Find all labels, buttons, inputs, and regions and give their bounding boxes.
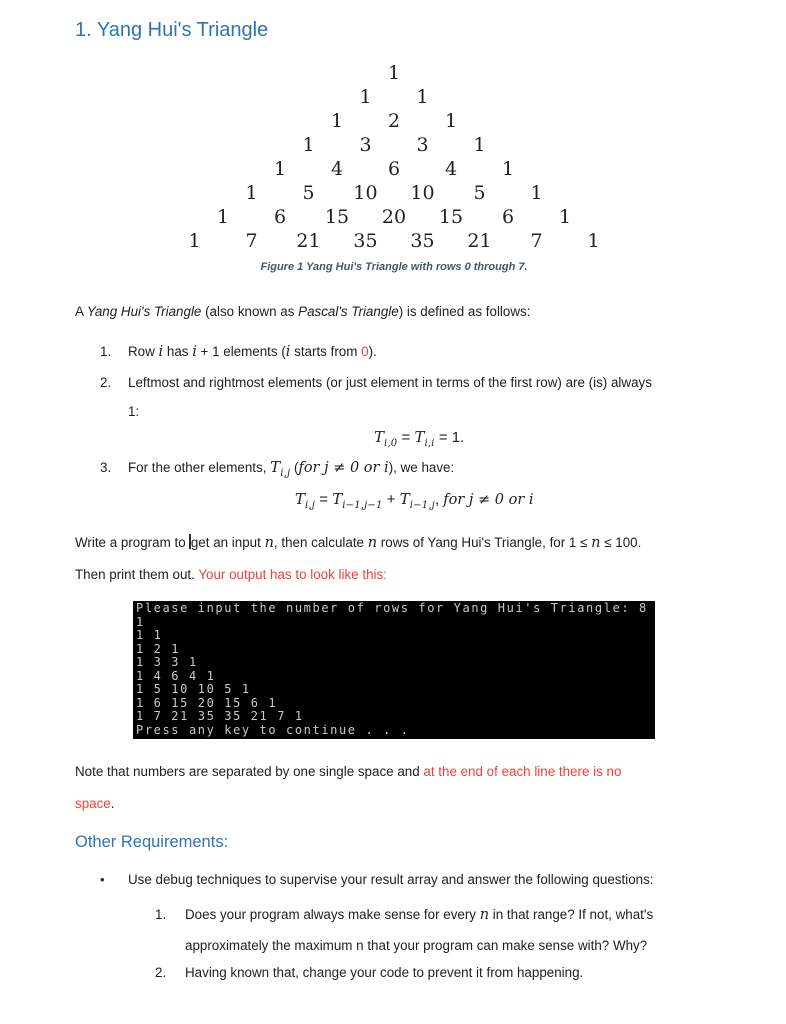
triangle-number: 15 — [438, 206, 464, 228]
triangle-row — [75, 134, 713, 158]
note-paragraph-line2: space. — [75, 796, 115, 811]
triangle-row — [75, 206, 713, 230]
triangle-row — [75, 158, 713, 182]
list-number: 1. — [155, 907, 167, 922]
list-number: 2. — [155, 965, 167, 980]
triangle-number: 1 — [188, 230, 201, 252]
list-item-1: 1. Row i has i + 1 elements (i starts from 0). — [100, 344, 377, 360]
triangle-number: 1 — [330, 110, 344, 132]
red-zero: 0 — [361, 344, 369, 359]
triangle-number: 5 — [473, 182, 486, 204]
console-line: 1 2 1 — [136, 641, 181, 656]
console-line: Press any key to continue . . . — [136, 722, 410, 737]
list-item-2: 2. Leftmost and rightmost elements (or just element in terms of the first row) are (is) always — [100, 375, 652, 390]
triangle-number: 6 — [387, 158, 401, 180]
list-number: 2. — [100, 375, 112, 390]
red-emphasis: space — [75, 796, 111, 811]
triangle-row — [75, 62, 713, 86]
triangle-number: 1 — [587, 230, 600, 252]
red-emphasis: Your output has to look like this: — [198, 567, 387, 582]
triangle-number: 15 — [324, 206, 350, 228]
triangle-number: 6 — [501, 206, 515, 228]
triangle-number: 5 — [302, 182, 315, 204]
triangle-number: 4 — [444, 158, 458, 180]
bullet-item: • Use debug techniques to supervise your result array and answer the following questions: — [100, 872, 654, 887]
formula-boundary-condition: $T_{i,0} = T_{i,i} = 1$. — [374, 428, 465, 449]
triangle-number: 7 — [245, 230, 258, 252]
triangle-number: 1 — [245, 182, 258, 204]
triangle-number: 1 — [302, 134, 315, 156]
console-line: 1 3 3 1 — [136, 655, 198, 669]
formula-recurrence: $T_{i,j} = T_{i-1,j-1} + T_{i-1,j}$, for j ≠ 0 or i — [295, 490, 534, 511]
triangle-number: 10 — [353, 182, 378, 204]
list-number: 1. — [100, 344, 112, 359]
triangle-number: 6 — [273, 206, 287, 228]
triangle-number: 3 — [416, 134, 429, 156]
triangle-number: 10 — [410, 182, 435, 204]
triangle-number: 1 — [359, 86, 372, 108]
task-paragraph-line2: Then print them out. Your output has to look like this: — [75, 567, 387, 582]
sub-list-item-2: 2. Having known that, change your code to prevent it from happening. — [155, 965, 584, 980]
list-item-3: 3. For the other elements, $T_{i,j}$ (for j ≠ 0 or i), we have: — [100, 458, 455, 479]
list-number: 3. — [100, 460, 112, 475]
triangle-row — [75, 86, 713, 110]
triangle-number: 1 — [558, 206, 572, 228]
page-title: 1. Yang Hui's Triangle — [75, 19, 269, 41]
console-line: 1 4 6 4 1 — [136, 668, 216, 683]
red-emphasis: at the end of each line there is no — [423, 764, 622, 779]
figure-caption: Figure 1 Yang Hui's Triangle with rows 0 through 7. — [260, 261, 528, 273]
console-line: 1 5 10 10 5 1 — [136, 682, 251, 696]
triangle-number: 2 — [387, 110, 401, 132]
console-screenshot — [133, 601, 655, 739]
triangle-number: 35 — [410, 230, 435, 252]
triangle-row — [75, 230, 713, 254]
triangle-number: 1 — [444, 110, 458, 132]
pascal-triangle — [75, 62, 713, 254]
triangle-number: 1 — [416, 86, 429, 108]
sub-list-item-1-line2: approximately the maximum n that your program can make sense with? Why? — [185, 938, 648, 953]
console-line: Please input the number of rows for Yang Hui's Triangle: 8 — [136, 601, 648, 615]
triangle-number: 1 — [501, 158, 515, 180]
triangle-row — [75, 182, 713, 206]
console-line: 1 7 21 35 35 21 7 1 — [136, 709, 304, 723]
section-heading-other-requirements: Other Requirements: — [75, 833, 229, 851]
intro-paragraph: A Yang Hui's Triangle (also known as Pascal's Triangle) is defined as follows: — [75, 304, 531, 319]
triangle-number: 7 — [530, 230, 543, 252]
console-line: 1 1 — [136, 628, 163, 642]
task-paragraph-line1: Write a program to get an input n, then calculate n rows of Yang Hui's Triangle, for 1 ≤ n ≤ 100. — [75, 535, 642, 551]
triangle-number: 1 — [387, 62, 401, 84]
bullet-icon: • — [100, 872, 105, 887]
triangle-number: 1 — [473, 134, 486, 156]
triangle-number: 21 — [467, 230, 492, 252]
triangle-row — [75, 110, 713, 134]
triangle-number: 20 — [381, 206, 407, 228]
triangle-number: 1 — [530, 182, 543, 204]
triangle-number: 1 — [216, 206, 230, 228]
console-line: 1 — [136, 614, 145, 629]
triangle-number: 35 — [353, 230, 378, 252]
triangle-number: 1 — [273, 158, 287, 180]
list-item-2-continuation: 1: — [128, 404, 140, 419]
triangle-number: 21 — [296, 230, 321, 252]
note-paragraph-line1: Note that numbers are separated by one single space and at the end of each line there is no — [75, 764, 622, 779]
sub-list-item-1-line1: 1. Does your program always make sense for every n in that range? If not, what's — [155, 907, 654, 923]
console-line: 1 6 15 20 15 6 1 — [136, 695, 278, 710]
triangle-number: 4 — [330, 158, 344, 180]
triangle-number: 3 — [359, 134, 372, 156]
